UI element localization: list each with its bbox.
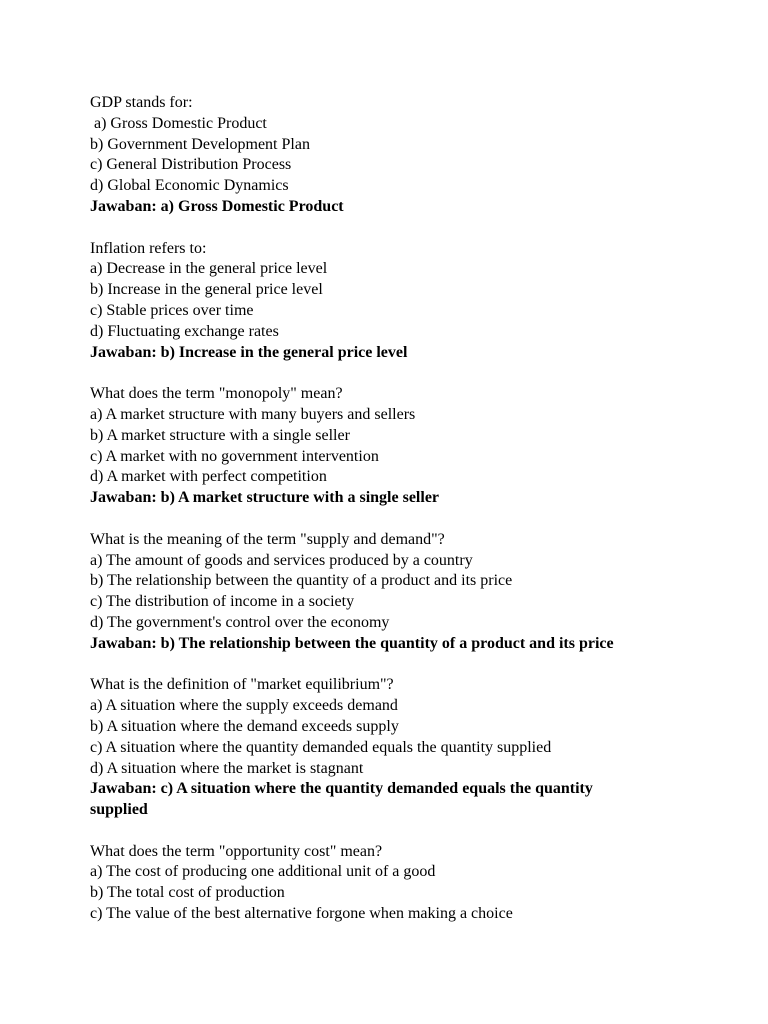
option-c: c) A situation where the quantity demanded equals the quantity supplied <box>90 738 552 756</box>
option-b: b) A situation where the demand exceeds supply <box>90 717 399 735</box>
option-d: d) Fluctuating exchange rates <box>90 322 279 340</box>
option-b: b) The total cost of production <box>90 884 285 902</box>
question-block-2 <box>90 239 690 364</box>
document-page <box>90 93 690 946</box>
answer-text: Jawaban: c) A situation where the quantity demanded equals the quantity supplied <box>90 780 593 819</box>
option-b: b) Government Development Plan <box>90 135 310 153</box>
option-b: b) Increase in the general price level <box>90 281 323 299</box>
option-c: c) The value of the best alternative forgone when making a choice <box>90 905 513 923</box>
question-block-3 <box>90 384 690 509</box>
option-d: d) Global Economic Dynamics <box>90 177 289 195</box>
option-c: c) The distribution of income in a society <box>90 593 355 611</box>
option-c: c) General Distribution Process <box>90 156 292 174</box>
question-text: What is the definition of "market equilibrium"? <box>90 676 394 694</box>
option-a: a) Decrease in the general price level <box>90 260 328 278</box>
question-block-4 <box>90 530 690 655</box>
answer-text: Jawaban: b) A market structure with a single seller <box>90 489 440 507</box>
option-c: c) Stable prices over time <box>90 301 254 319</box>
option-a: a) A situation where the supply exceeds demand <box>90 697 398 715</box>
option-a: a) The amount of goods and services produced by a country <box>90 551 473 569</box>
option-a: a) The cost of producing one additional unit of a good <box>90 863 436 881</box>
question-block-6 <box>90 842 690 925</box>
question-text: What is the meaning of the term "supply and demand"? <box>90 530 445 548</box>
option-d: d) The government's control over the economy <box>90 613 390 631</box>
option-a: a) A market structure with many buyers and sellers <box>90 405 416 423</box>
option-c: c) A market with no government intervention <box>90 447 379 465</box>
question-text: GDP stands for: <box>90 94 193 111</box>
question-text: What does the term "monopoly" mean? <box>90 385 343 403</box>
answer-text: Jawaban: b) The relationship between the quantity of a product and its price <box>90 634 614 652</box>
option-b: b) The relationship between the quantity of a product and its price <box>90 572 513 590</box>
option-b: b) A market structure with a single seller <box>90 426 350 444</box>
question-block-5 <box>90 675 690 821</box>
question-text: What does the term "opportunity cost" mean? <box>90 842 383 860</box>
answer-text: Jawaban: b) Increase in the general price level <box>90 343 408 361</box>
option-d: d) A situation where the market is stagnant <box>90 759 364 777</box>
question-block-1 <box>90 93 690 218</box>
option-d: d) A market with perfect competition <box>90 468 327 486</box>
option-a: a) Gross Domestic Product <box>90 114 267 132</box>
question-text: Inflation refers to: <box>90 239 207 257</box>
answer-text: Jawaban: a) Gross Domestic Product <box>90 197 344 215</box>
